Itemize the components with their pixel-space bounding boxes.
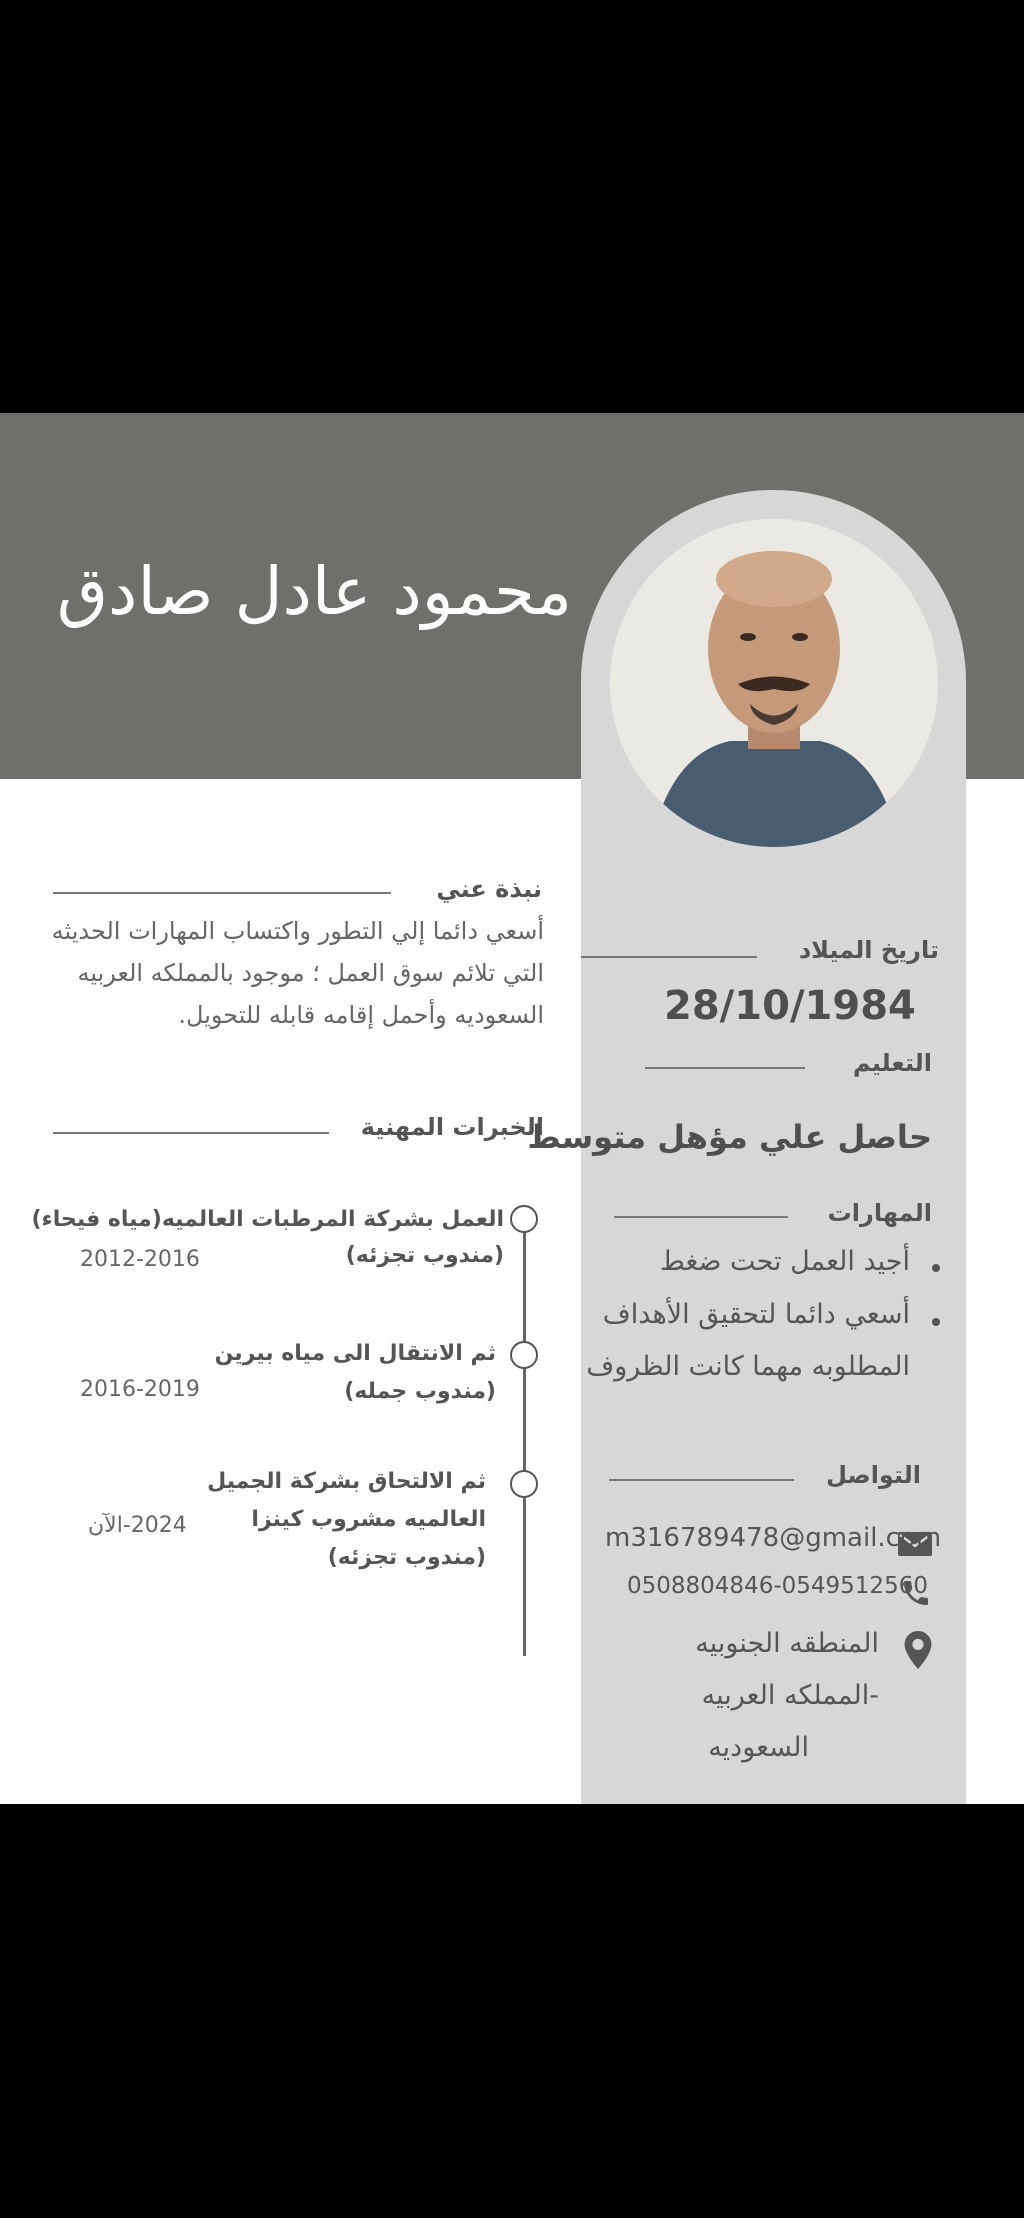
timeline-dot-2 [510,1341,538,1369]
skill-item-2: أسعي دائما لتحقيق الأهداف [602,1299,910,1330]
contact-title: التواصل [826,1461,921,1489]
experience-2-line-2: (مندوب جمله) [344,1379,496,1404]
experience-2-date: 2016-2019 [80,1377,200,1402]
about-line-2: التي تلائم سوق العمل ؛ موجود بالمملكه العربيه [77,959,544,987]
experience-1-line-2: (مندوب تجزئه) [345,1243,504,1268]
contact-rule [609,1479,794,1481]
about-rule [53,892,391,894]
experience-2-line-1: ثم الانتقال الى مياه بيرين [214,1341,496,1366]
contact-phone: 0508804846-0549512560 [627,1573,928,1599]
cv-page [0,413,1024,1804]
skill-bullet-1 [932,1264,940,1272]
experience-3-date: 2024-الآن [88,1513,187,1538]
experience-1-date: 2012-2016 [80,1247,200,1272]
skill-item-1: أجيد العمل تحت ضغط [659,1246,910,1277]
experience-rule [53,1132,329,1134]
experience-3-line-1: ثم الالتحاق بشركة الجميل [207,1469,486,1494]
about-line-3: السعوديه وأحمل إقامه قابله للتحويل. [178,1001,544,1029]
about-line-1: أسعي دائما إلي التطور واكتساب المهارات الحديثه [51,917,544,945]
skills-title: المهارات [827,1199,932,1227]
experience-3-line-2: العالميه مشروب كينزا [251,1507,486,1532]
birth-title: تاريخ الميلاد [798,936,939,964]
about-title: نبذة عني [436,875,542,903]
education-rule [645,1067,805,1069]
birth-rule [581,956,757,958]
timeline-line [523,1216,526,1656]
contact-address-line-1: المنطقه الجنوبيه [695,1628,879,1659]
timeline-dot-3 [510,1470,538,1498]
person-name: محمود عادل صادق [56,553,572,630]
profile-photo [610,519,938,847]
contact-address-line-2: -المملكه العربيه [701,1680,879,1711]
location-pin-icon [904,1631,932,1669]
skills-rule [614,1216,788,1218]
contact-address-line-3: السعوديه [708,1732,809,1763]
profile-photo-illustration [610,519,938,847]
skill-item-3: المطلوبه مهما كانت الظروف [586,1351,910,1382]
birth-value: 28/10/1984 [664,983,916,1029]
timeline-dot-1 [510,1205,538,1233]
skill-bullet-2 [932,1318,940,1326]
experience-3-line-3: (مندوب تجزئه) [327,1545,486,1570]
contact-email: m316789478@gmail.com [605,1523,942,1553]
experience-1-line-1: العمل بشركة المرطبات العالميه(مياه فيحاء) [31,1207,504,1232]
education-title: التعليم [853,1049,932,1077]
education-value: حاصل علي مؤهل متوسط [527,1118,932,1156]
experience-title: الخبرات المهنية [360,1113,544,1141]
